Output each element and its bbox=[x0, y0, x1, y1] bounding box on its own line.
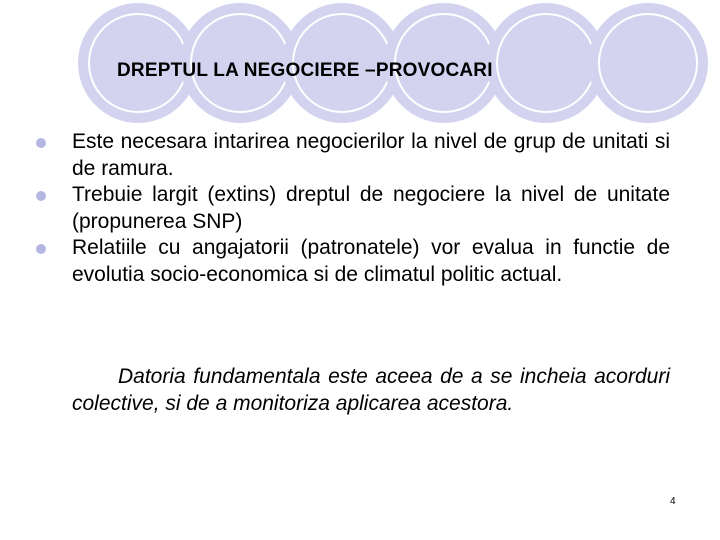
italic-note: Datoria fundamentala este aceea de a se incheia acorduri colective, si de a monitoriza aplicarea acestora. bbox=[72, 365, 670, 415]
bullet-dot-icon bbox=[36, 244, 46, 254]
bullet-item bbox=[36, 129, 670, 182]
slide-title: DREPTUL LA NEGOCIERE –PROVOCARI bbox=[117, 60, 493, 81]
bullet-item bbox=[36, 182, 670, 235]
bullet-list bbox=[36, 129, 670, 288]
decor-circle bbox=[588, 3, 708, 123]
bullet-text: Este necesara intarirea negocierilor la nivel de grup de unitati si de ramura. bbox=[72, 130, 670, 180]
bullet-text: Relatiile cu angajatorii (patronatele) vor evalua in functie de evolutia socio-economica si de climatul politic actual. bbox=[72, 236, 670, 286]
bullet-dot-icon bbox=[36, 191, 46, 201]
bullet-item bbox=[36, 235, 670, 288]
bullet-text: Trebuie largit (extins) dreptul de negociere la nivel de unitate (propunerea SNP) bbox=[72, 183, 670, 233]
bullet-dot-icon bbox=[36, 138, 46, 148]
page-number: 4 bbox=[670, 496, 676, 507]
